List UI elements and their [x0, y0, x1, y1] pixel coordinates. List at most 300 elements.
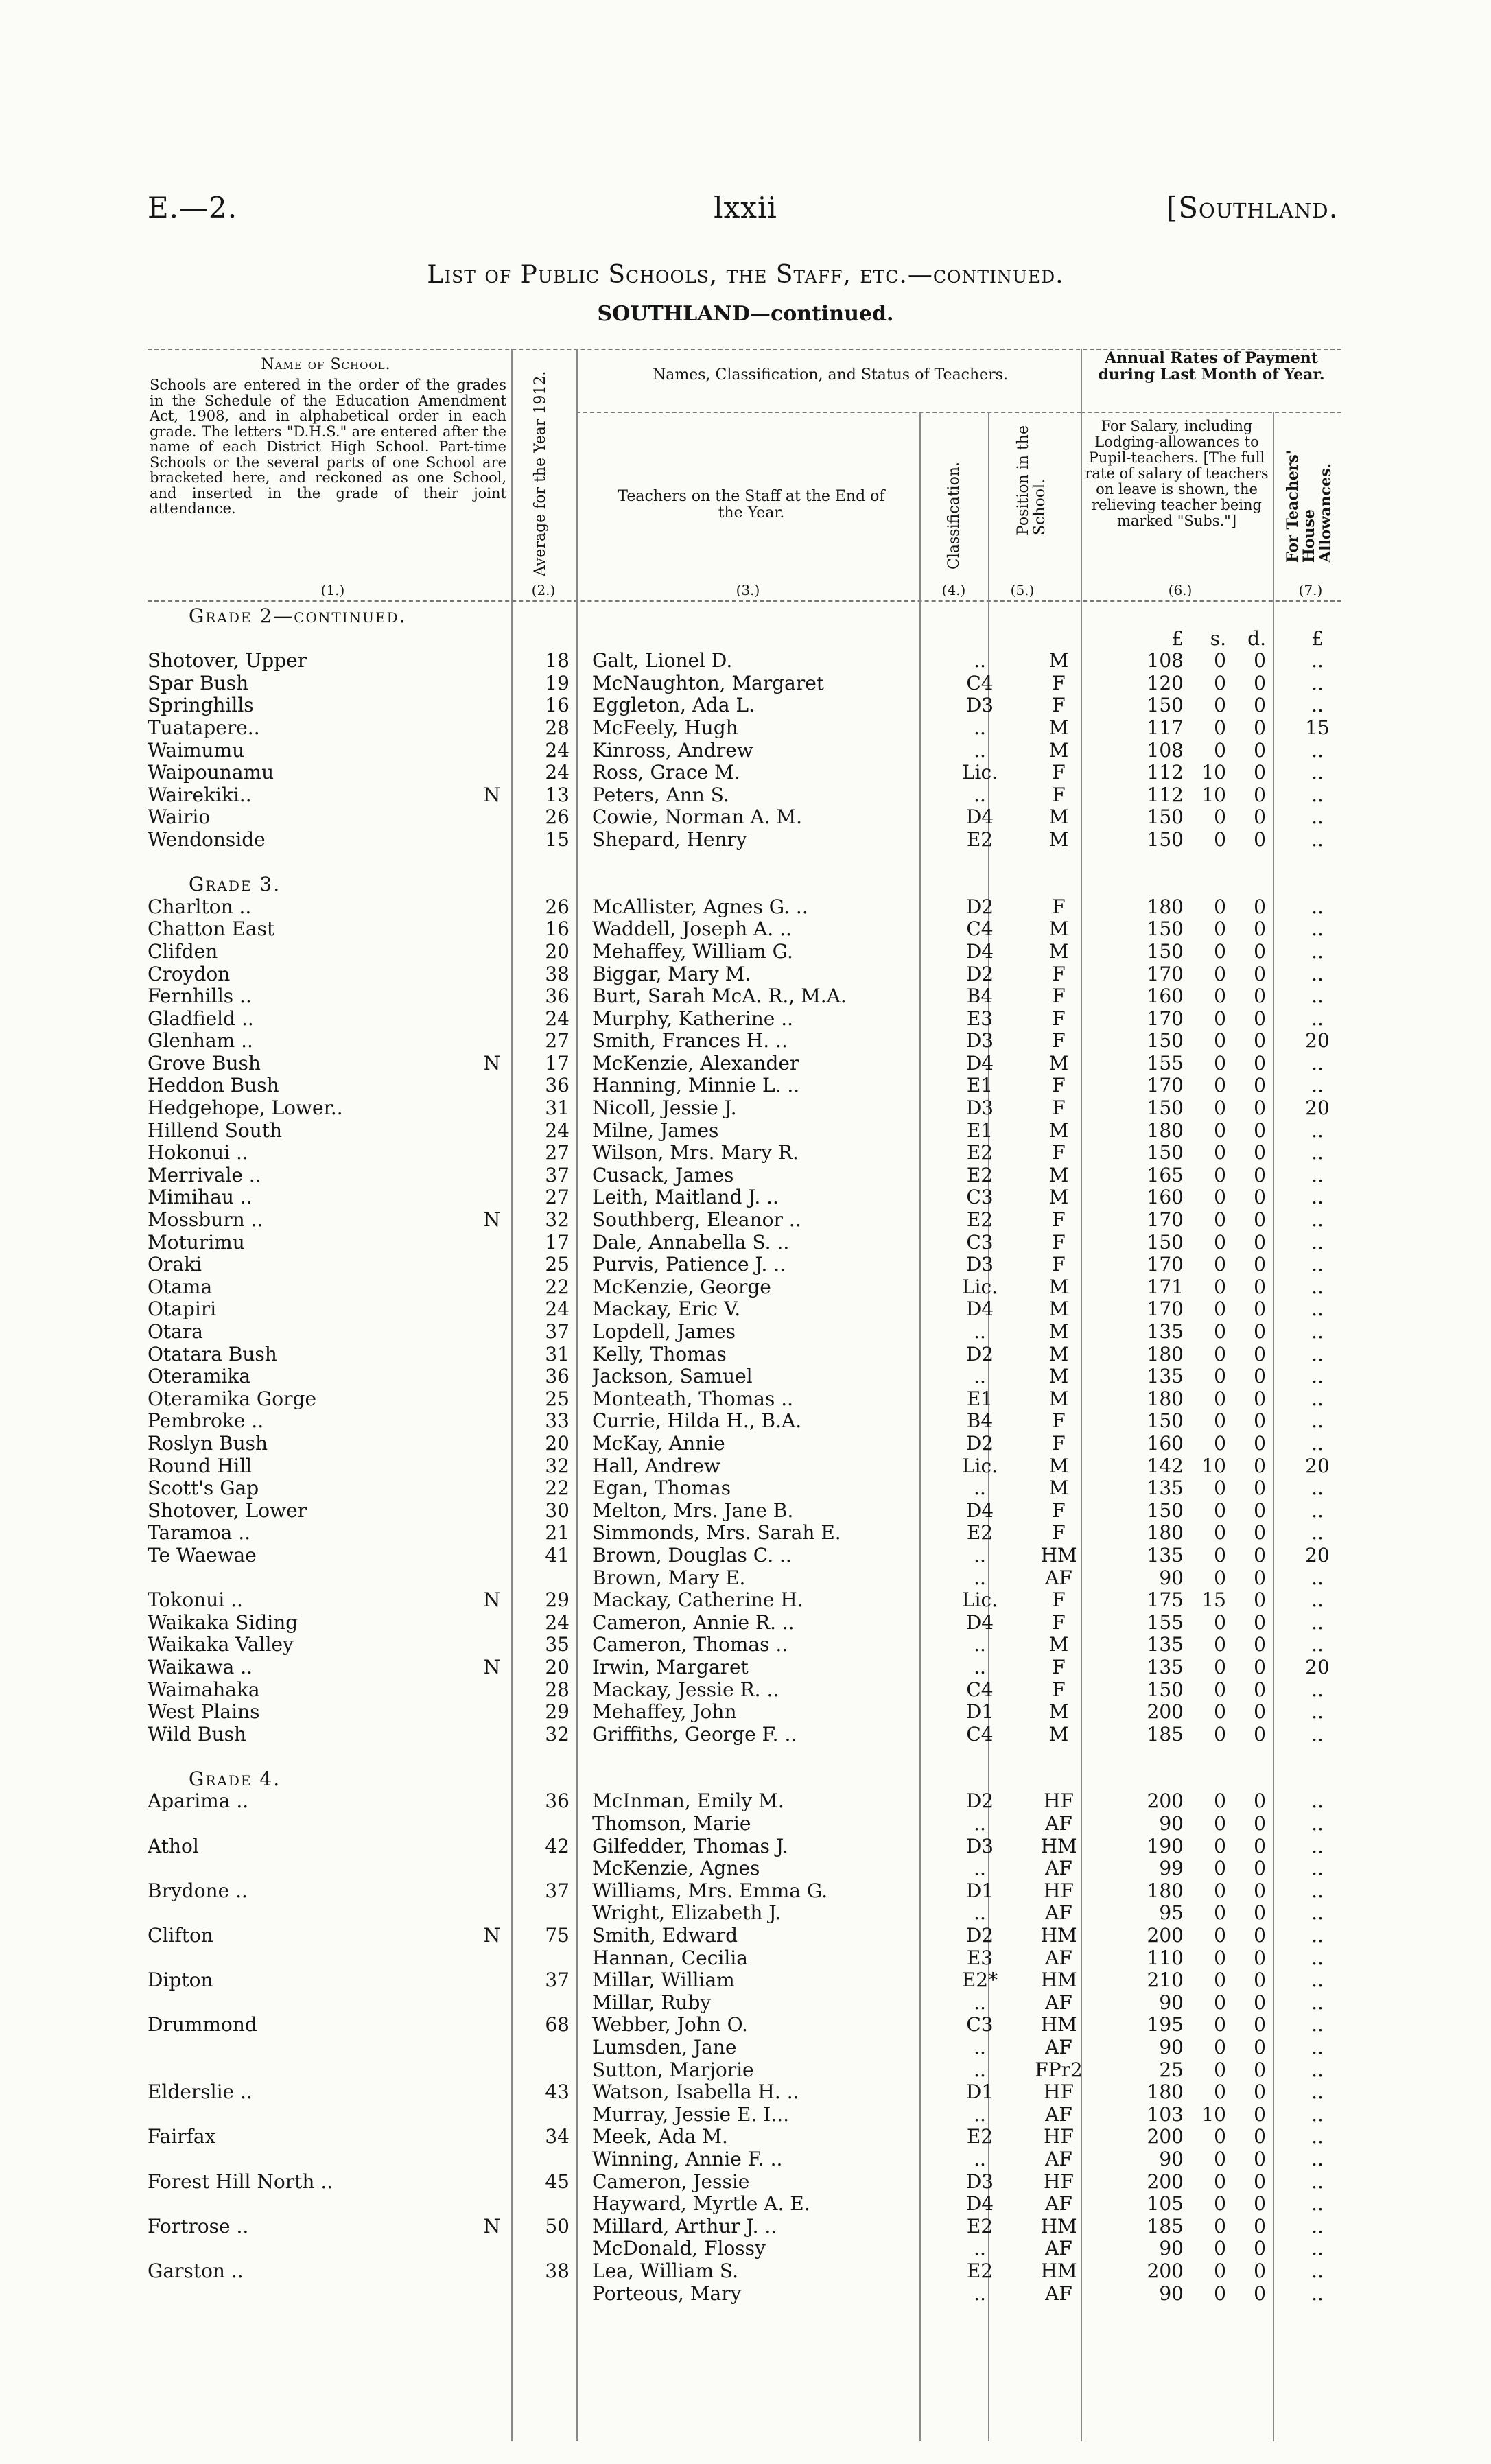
teachers-column-heading: Teachers on the Staff at the End of the Year. [618, 488, 885, 521]
table-row [148, 1835, 1341, 1858]
house-allowance: .. [1311, 2237, 1324, 2260]
table-row [148, 1455, 1341, 1478]
classification: C4 [966, 1678, 994, 1701]
salary-shillings: 0 [1214, 1477, 1226, 1500]
salary-shillings: 0 [1214, 917, 1226, 941]
teacher-name: Porteous, Mary [592, 2282, 742, 2305]
teachers-group-heading: Names, Classification, and Status of Teachers. [653, 366, 1008, 384]
page-subtitle: SOUTHLAND—continued. [597, 302, 894, 326]
table-row [148, 1701, 1341, 1724]
position: M [1048, 806, 1069, 829]
average-attendance: 32 [545, 1208, 570, 1232]
table-row [148, 2238, 1341, 2260]
position: M [1048, 1342, 1069, 1365]
position: F [1052, 1409, 1066, 1433]
house-allowance: .. [1311, 939, 1324, 963]
salary-pence: 0 [1254, 1454, 1266, 1477]
salary-pence: 0 [1254, 2013, 1266, 2037]
teacher-name: McKenzie, Alexander [592, 1052, 799, 1075]
average-attendance: 29 [545, 1700, 570, 1724]
salary-pence: 0 [1254, 694, 1266, 717]
classification: .. [974, 738, 986, 762]
average-attendance: 37 [545, 1879, 570, 1902]
house-allowance: .. [1311, 1790, 1324, 1813]
salary-pounds: 170 [1147, 1007, 1184, 1030]
classification: .. [974, 1655, 986, 1678]
classification: Lic. [961, 1588, 998, 1612]
position: M [1048, 1118, 1069, 1142]
salary-shillings: 0 [1214, 1186, 1226, 1209]
position: M [1048, 1387, 1069, 1410]
salary-shillings: 0 [1214, 1431, 1226, 1455]
salary-pence: 0 [1254, 716, 1266, 739]
grade-heading [148, 605, 1341, 628]
salary-pence: 0 [1254, 1812, 1266, 1835]
classification: E1 [966, 1387, 994, 1410]
house-allowance: .. [1311, 1588, 1324, 1612]
salary-pounds: 150 [1147, 806, 1184, 829]
average-attendance: 25 [545, 1253, 570, 1276]
table-row [148, 2037, 1341, 2059]
position-column-heading: Position in the School. [1015, 425, 1048, 535]
table-row [148, 2193, 1341, 2216]
house-allowance: .. [1311, 2170, 1324, 2193]
salary-pence: 0 [1254, 1790, 1266, 1813]
classification: D3 [965, 1029, 994, 1053]
salary-pounds: 90 [1159, 1991, 1184, 2014]
position: AF [1045, 2237, 1072, 2260]
teacher-name: Galt, Lionel D. [592, 650, 733, 672]
house-allowance: .. [1311, 1007, 1324, 1030]
house-allowance: .. [1311, 1969, 1324, 1992]
position: HM [1040, 2013, 1077, 2037]
teacher-name: Cameron, Thomas .. [592, 1634, 788, 1656]
salary-shillings: 0 [1214, 1253, 1226, 1276]
house-allowance: .. [1311, 1991, 1324, 2014]
position: AF [1045, 2192, 1072, 2216]
table-row [148, 1790, 1341, 1813]
classification: E1 [966, 1118, 994, 1142]
classification: D3 [965, 694, 994, 717]
table-row [148, 1030, 1341, 1053]
house-allowance: .. [1311, 1924, 1324, 1947]
salary-pence: 0 [1254, 671, 1266, 694]
salary-pounds: 170 [1147, 1253, 1184, 1276]
salary-shillings: 0 [1214, 1342, 1226, 1365]
school-name: Oraki [148, 1254, 202, 1276]
table-row [148, 1008, 1341, 1031]
salary-pence: 0 [1254, 1186, 1266, 1209]
teacher-name: Thomson, Marie [592, 1813, 751, 1835]
average-attendance: 30 [545, 1499, 570, 1522]
table-row [148, 1254, 1341, 1276]
table-row [148, 650, 1341, 672]
pay-group-heading: Annual Rates of Payment during Last Month of Year. [1098, 349, 1325, 384]
salary-pence: 0 [1254, 895, 1266, 918]
classification: .. [974, 2281, 986, 2305]
average-attendance: 17 [545, 1230, 570, 1254]
salary-shillings: 0 [1214, 1074, 1226, 1097]
salary-pounds: 150 [1147, 917, 1184, 941]
salary-pounds: 112 [1147, 783, 1184, 806]
salary-shillings: 0 [1214, 1118, 1226, 1142]
table-row [148, 1813, 1341, 1835]
classification: D4 [965, 2192, 994, 2216]
salary-pounds: 110 [1147, 1946, 1184, 1969]
school-name: Fernhills .. [148, 985, 252, 1008]
salary-pounds: 160 [1147, 1186, 1184, 1209]
school-name: Chatton East [148, 918, 275, 941]
salary-pounds: 135 [1147, 1633, 1184, 1656]
teacher-name: Hayward, Myrtle A. E. [592, 2193, 810, 2216]
salary-pounds: 112 [1147, 761, 1184, 784]
position: M [1048, 1275, 1069, 1298]
spacer-row [148, 852, 1341, 874]
teacher-name: Burt, Sarah McA. R., M.A. [592, 985, 847, 1008]
school-name: Grove Bush [148, 1052, 261, 1075]
salary-shillings: 0 [1214, 939, 1226, 963]
school-name: Waikaka Siding [148, 1611, 298, 1634]
salary-pence: 0 [1254, 1477, 1266, 1500]
salary-shillings: 0 [1214, 1790, 1226, 1813]
house-allowance: .. [1311, 1298, 1324, 1321]
school-name: Waimumu [148, 739, 245, 762]
position: F [1052, 1610, 1066, 1634]
school-name: Athol [148, 1835, 199, 1857]
table-row [148, 1589, 1341, 1612]
teacher-name: Wright, Elizabeth J. [592, 1902, 782, 1925]
teacher-name: Watson, Isabella H. .. [592, 2081, 799, 2104]
teacher-name: Irwin, Margaret [592, 1656, 749, 1678]
salary-pence: 0 [1254, 962, 1266, 985]
average-attendance: 36 [545, 1790, 570, 1813]
salary-shillings: 10 [1201, 783, 1226, 806]
school-name: Clifden [148, 940, 218, 963]
school-name: Dipton [148, 1969, 213, 1992]
salary-pounds: 99 [1159, 1857, 1184, 1880]
classification: .. [974, 1543, 986, 1567]
teacher-name: Sutton, Marjorie [592, 2058, 754, 2081]
school-name: Tokonui .. [148, 1589, 243, 1612]
average-attendance: 22 [545, 1477, 570, 1500]
salary-pounds: 150 [1147, 1029, 1184, 1053]
average-attendance: 38 [545, 962, 570, 985]
table-row [148, 1097, 1341, 1120]
table-row [148, 1388, 1341, 1411]
table-row [148, 829, 1341, 852]
average-attendance: 37 [545, 1163, 570, 1186]
average-attendance: 16 [545, 917, 570, 941]
classification: .. [974, 1812, 986, 1835]
salary-pence: 0 [1254, 1946, 1266, 1969]
school-name: Heddon Bush [148, 1075, 279, 1097]
teacher-name: Smith, Frances H. .. [592, 1030, 788, 1053]
position: AF [1045, 1991, 1072, 2014]
table-row [148, 1477, 1341, 1500]
house-allowance: .. [1311, 828, 1324, 851]
salary-pence: 0 [1254, 1901, 1266, 1925]
salary-pounds: 103 [1147, 2102, 1184, 2126]
table-row [148, 694, 1341, 717]
school-name: Tuatapere.. [148, 716, 260, 739]
classification: .. [974, 1320, 986, 1343]
house-allowance: .. [1311, 1678, 1324, 1701]
house-allowance: .. [1311, 1253, 1324, 1276]
salary-shillings: 0 [1214, 1320, 1226, 1343]
classification: .. [974, 2058, 986, 2081]
average-attendance: 16 [545, 694, 570, 717]
classification: B4 [966, 985, 994, 1008]
salary-pounds: 170 [1147, 1208, 1184, 1232]
average-attendance: 21 [545, 1521, 570, 1545]
salary-pounds: 170 [1147, 1298, 1184, 1321]
table-row [148, 806, 1341, 829]
average-attendance: 36 [545, 1365, 570, 1388]
salary-shillings: 0 [1214, 1298, 1226, 1321]
teacher-name: Kelly, Thomas [592, 1343, 727, 1365]
house-allowance: .. [1311, 694, 1324, 717]
table-row [148, 1053, 1341, 1075]
salary-shillings: 10 [1201, 761, 1226, 784]
teacher-name: McAllister, Agnes G. .. [592, 895, 808, 918]
table-row [148, 1902, 1341, 1925]
teacher-name: Williams, Mrs. Emma G. [592, 1879, 828, 1902]
salary-pence: 0 [1254, 1924, 1266, 1947]
house-allowance: .. [1311, 1700, 1324, 1724]
position: F [1052, 1141, 1066, 1164]
position: F [1052, 985, 1066, 1008]
classification: D2 [965, 1431, 994, 1455]
teacher-name: Cowie, Norman A. M. [592, 806, 803, 829]
table-row [148, 1724, 1341, 1746]
salary-pence: 0 [1254, 1029, 1266, 1053]
classification: E1 [966, 1074, 994, 1097]
school-name: Hokonui .. [148, 1142, 248, 1164]
house-allowance: .. [1311, 1431, 1324, 1455]
salary-pounds: 90 [1159, 1812, 1184, 1835]
house-allowance: 20 [1305, 1543, 1330, 1567]
salary-pounds: 135 [1147, 1320, 1184, 1343]
salary-pounds: 135 [1147, 1655, 1184, 1678]
salary-shillings: 0 [1214, 1521, 1226, 1545]
salary-shillings: 0 [1214, 1969, 1226, 1992]
average-attendance: 36 [545, 1074, 570, 1097]
salary-pounds: 171 [1147, 1275, 1184, 1298]
school-name: Gladfield .. [148, 1007, 254, 1030]
classification: .. [974, 716, 986, 739]
salary-shillings: 0 [1214, 1141, 1226, 1164]
salary-shillings: 0 [1214, 2281, 1226, 2305]
house-allowance: .. [1311, 1051, 1324, 1075]
average-attendance: 35 [545, 1633, 570, 1656]
teacher-name: Brown, Douglas C. .. [592, 1544, 792, 1567]
salary-pounds: 155 [1147, 1051, 1184, 1075]
teacher-name: Murphy, Katherine .. [592, 1007, 794, 1030]
classification: E3 [966, 1946, 994, 1969]
teacher-name: Hannan, Cecilia [592, 1947, 748, 1969]
native-school-flag: N [483, 2214, 501, 2238]
salary-pence: 0 [1254, 1588, 1266, 1612]
position: M [1048, 1454, 1069, 1477]
house-allowance: .. [1311, 761, 1324, 784]
position: F [1052, 1208, 1066, 1232]
salary-pence: 0 [1254, 1521, 1266, 1545]
table-row [148, 2126, 1341, 2148]
salary-shillings: 0 [1214, 1924, 1226, 1947]
teacher-name: Waddell, Joseph A. .. [592, 918, 792, 941]
salary-pounds: 200 [1147, 2125, 1184, 2148]
school-name: Oteramika [148, 1365, 251, 1388]
school-name: Elderslie .. [148, 2081, 253, 2104]
schools-table [148, 605, 1341, 2305]
spacer-row [148, 1746, 1341, 1768]
classification: E2* [961, 1969, 998, 1992]
teacher-name: Millar, William [592, 1969, 735, 1992]
salary-pounds: 150 [1147, 1499, 1184, 1522]
table-row [148, 1321, 1341, 1344]
table-row [148, 1410, 1341, 1433]
average-attendance: 20 [545, 939, 570, 963]
table-row [148, 2260, 1341, 2283]
average-attendance: 75 [545, 1924, 570, 1947]
school-name: Te Waewae [148, 1544, 257, 1567]
salary-pence: 0 [1254, 1342, 1266, 1365]
teacher-name: Meek, Ada M. [592, 2126, 728, 2148]
position: HF [1044, 2080, 1074, 2104]
school-name: Shotover, Upper [148, 650, 307, 672]
classification: B4 [966, 1409, 994, 1433]
salary-shillings: 0 [1214, 962, 1226, 985]
table-row [148, 1500, 1341, 1523]
salary-pounds: 185 [1147, 1722, 1184, 1746]
average-attendance: 28 [545, 1678, 570, 1701]
house-allowance: .. [1311, 649, 1324, 672]
col-number-3: (3.) [736, 582, 760, 598]
table-row [148, 1656, 1341, 1679]
salary-column-heading: For Salary, including Lodging-allowances to Pupil-teachers. [The full rate of salary of teachers on leave is shown, the relieving teacher being marked "Subs."] [1085, 418, 1269, 529]
position: M [1048, 917, 1069, 941]
school-name: Fortrose .. [148, 2215, 249, 2238]
table-row [148, 717, 1341, 740]
house-allowance: 20 [1305, 1655, 1330, 1678]
teacher-name: Dale, Annabella S. .. [592, 1231, 790, 1254]
salary-shillings: 0 [1214, 1230, 1226, 1254]
average-attendance: 41 [545, 1543, 570, 1567]
teacher-name: Ross, Grace M. [592, 762, 740, 784]
position: F [1052, 1074, 1066, 1097]
school-name: Drummond [148, 2014, 257, 2037]
grade-heading [148, 1768, 1341, 1791]
position: AF [1045, 2281, 1072, 2305]
teachers-group-rule [576, 412, 1081, 413]
teacher-name: Cameron, Jessie [592, 2170, 750, 2193]
school-column-heading: Name of School. [261, 356, 391, 373]
teacher-name: Gilfedder, Thomas J. [592, 1835, 788, 1857]
salary-pounds: 108 [1147, 649, 1184, 672]
table-row [148, 784, 1341, 807]
salary-pounds: 160 [1147, 985, 1184, 1008]
salary-shillings: 0 [1214, 2192, 1226, 2216]
col-number-2: (2.) [531, 582, 556, 598]
school-name: Hedgehope, Lower.. [148, 1097, 343, 1120]
house-allowance: .. [1311, 2214, 1324, 2238]
house-allowance: .. [1311, 1879, 1324, 1902]
salary-pounds: 150 [1147, 1230, 1184, 1254]
classification: C3 [966, 2013, 994, 2037]
table-row [148, 2171, 1341, 2194]
house-allowance: 20 [1305, 1096, 1330, 1120]
teacher-name: McDonald, Flossy [592, 2238, 766, 2260]
salary-pounds: 90 [1159, 2237, 1184, 2260]
salary-pounds: 170 [1147, 962, 1184, 985]
salary-shillings: 0 [1214, 1655, 1226, 1678]
salary-shillings: 0 [1214, 1051, 1226, 1075]
table-row [148, 2283, 1341, 2305]
house-allowance: .. [1311, 1186, 1324, 1209]
salary-pence: 0 [1254, 1365, 1266, 1388]
teacher-name: Currie, Hilda H., B.A. [592, 1410, 802, 1433]
teacher-name: McKenzie, George [592, 1276, 771, 1298]
salary-pounds: 200 [1147, 1790, 1184, 1813]
house-allowance: .. [1311, 2058, 1324, 2081]
salary-pence: 0 [1254, 1431, 1266, 1455]
salary-pounds: 150 [1147, 939, 1184, 963]
salary-pence: 0 [1254, 783, 1266, 806]
grade-label: Grade 3. [189, 873, 281, 896]
salary-shillings: 0 [1214, 1365, 1226, 1388]
classification: D1 [965, 2080, 994, 2104]
average-attendance: 27 [545, 1186, 570, 1209]
teacher-name: Mehaffey, William G. [592, 940, 793, 963]
salary-pounds: 90 [1159, 1566, 1184, 1589]
classification: D4 [965, 1298, 994, 1321]
house-allowance: .. [1311, 1812, 1324, 1835]
average-attendance: 31 [545, 1096, 570, 1120]
salary-pence: 0 [1254, 2259, 1266, 2282]
col-number-1: (1.) [320, 582, 345, 598]
school-name: Springhills [148, 694, 254, 717]
average-attendance: 27 [545, 1029, 570, 1053]
col-number-4: (4.) [941, 582, 966, 598]
teacher-name: Southberg, Eleanor .. [592, 1209, 801, 1232]
teacher-name: Wilson, Mrs. Mary R. [592, 1142, 799, 1164]
average-attendance: 25 [545, 1387, 570, 1410]
salary-shillings: 0 [1214, 738, 1226, 762]
school-name: Moturimu [148, 1231, 245, 1254]
position: M [1048, 1365, 1069, 1388]
house-allowance-column-heading: For Teachers' House Allowances. [1284, 449, 1335, 563]
salary-shillings: 0 [1214, 1409, 1226, 1433]
average-attendance: 45 [545, 2170, 570, 2193]
average-attendance: 26 [545, 895, 570, 918]
position: AF [1045, 2036, 1072, 2058]
house-allowance: .. [1311, 2147, 1324, 2170]
school-name: Mossburn .. [148, 1209, 263, 1232]
average-attendance: 24 [545, 761, 570, 784]
position: F [1052, 671, 1066, 694]
average-attendance: 26 [545, 806, 570, 829]
school-name: Pembroke .. [148, 1410, 264, 1433]
salary-shillings: 0 [1214, 2170, 1226, 2193]
position: AF [1045, 1857, 1072, 1880]
house-allowance: .. [1311, 2013, 1324, 2037]
school-column-note: Schools are entered in the order of the grades in the Schedule of the Education Amendment Act, 1908, and in alphabetical order in each grade. The letters "D.H.S." are entered after the name of each District High School. Part-time Schools or the several parts of one School are bracketed here, and reckoned as one School, and inserted in the grade of their joint attendance. [150, 377, 506, 517]
teacher-name: Winning, Annie F. .. [592, 2148, 783, 2170]
classification: E2 [966, 1208, 994, 1232]
grade-heading [148, 873, 1341, 896]
classification: C3 [966, 1230, 994, 1254]
salary-pence: 0 [1254, 2237, 1266, 2260]
